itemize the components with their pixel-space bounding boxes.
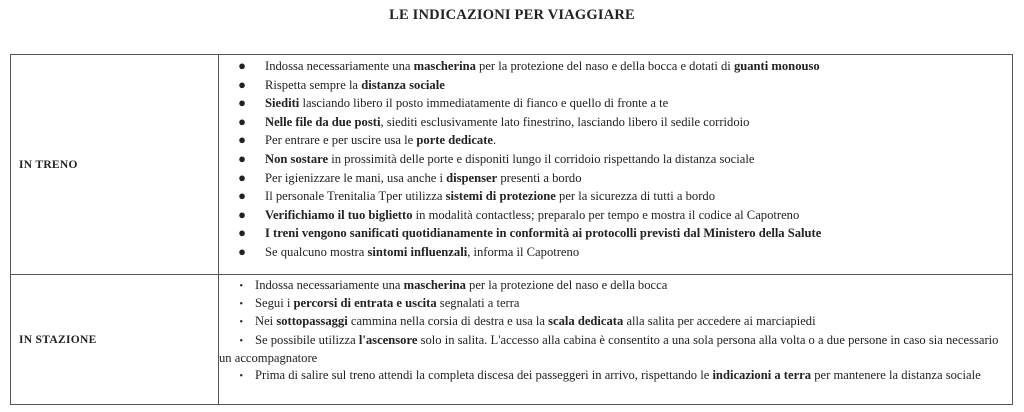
station-rules-list bbox=[219, 277, 1006, 385]
item-text: Indossa necessariamente una bbox=[255, 278, 404, 292]
list-item bbox=[219, 313, 1006, 331]
emphasis-text: indicazioni a terra bbox=[712, 368, 812, 383]
emphasis-text: scala dedicata bbox=[548, 314, 624, 329]
section-label-train: IN TRENO bbox=[11, 55, 219, 275]
bullet-icon: ● bbox=[238, 76, 246, 92]
bullet-icon: ● bbox=[238, 95, 246, 111]
bullet-icon: ● bbox=[238, 113, 246, 129]
bullet-icon: ● bbox=[238, 58, 246, 73]
emphasis-text: distanza sociale bbox=[361, 77, 445, 92]
bullet-icon: • bbox=[239, 317, 243, 329]
emphasis-text: percorsi di entrata e uscita bbox=[293, 296, 437, 311]
bullet-icon: • bbox=[239, 371, 243, 383]
bullet-icon: ● bbox=[238, 225, 246, 241]
emphasis-text: Non sostare bbox=[265, 151, 329, 166]
bullet-icon: ● bbox=[238, 188, 246, 204]
page-title: LE INDICAZIONI PER VIAGGIARE bbox=[389, 7, 635, 23]
item-text: in prossimità delle porte e disponiti lungo il corridoio rispettando la distanza sociale bbox=[328, 151, 755, 166]
item-text: presenti a bordo bbox=[497, 170, 582, 185]
section-content-train bbox=[219, 55, 1013, 275]
list-item bbox=[219, 295, 1006, 313]
item-text: segnalati a terra bbox=[436, 296, 520, 311]
item-text: . bbox=[493, 133, 497, 148]
emphasis-text: dispenser bbox=[446, 170, 498, 185]
item-text: per la sicurezza di tutti a bordo bbox=[555, 189, 715, 204]
section-label-station: IN STAZIONE bbox=[11, 275, 219, 405]
list-item bbox=[219, 277, 1006, 295]
item-text: Segui i bbox=[255, 296, 294, 311]
list-item bbox=[219, 57, 1006, 76]
travel-guidelines-table bbox=[10, 54, 1013, 405]
bullet-icon: ● bbox=[238, 150, 246, 166]
item-text: Prima di salire sul treno attendi la completa discesa dei passeggeri in arrivo, rispettando le bbox=[255, 368, 713, 383]
bullet-icon: ● bbox=[238, 206, 246, 222]
item-text: Per entrare e per uscire usa le bbox=[265, 133, 417, 148]
bullet-icon: • bbox=[239, 335, 243, 347]
bullet-icon: ● bbox=[238, 132, 246, 148]
table-row-train bbox=[11, 55, 1013, 275]
list-item bbox=[219, 367, 1006, 385]
item-text: , informa il Capotreno bbox=[467, 244, 580, 259]
emphasis-text: porte dedicate bbox=[416, 133, 493, 148]
item-text: Se qualcuno mostra bbox=[265, 244, 368, 259]
emphasis-text: l'ascensore bbox=[358, 332, 418, 347]
emphasis-text: sottopassaggi bbox=[276, 314, 348, 329]
item-text: Se possibile utilizza bbox=[255, 332, 359, 347]
list-item bbox=[219, 131, 1006, 150]
emphasis-text: I treni vengono sanificati quotidianamente in conformità ai protocolli previsti dal Ministero della Salute bbox=[265, 226, 822, 241]
item-text: in modalità contactless; preparalo per tempo e mostra il codice al Capotreno bbox=[412, 207, 800, 222]
list-item bbox=[219, 113, 1006, 132]
list-item bbox=[219, 169, 1006, 188]
item-text: Nei bbox=[255, 314, 277, 329]
item-text: lasciando libero il posto immediatamente di fianco e quello di fronte a te bbox=[299, 96, 669, 111]
emphasis-text: sistemi di protezione bbox=[445, 189, 556, 204]
emphasis-text: Verifichiamo il tuo biglietto bbox=[265, 207, 413, 222]
list-item bbox=[219, 206, 1006, 225]
emphasis-text: Nelle file da due posti bbox=[265, 114, 381, 129]
emphasis-text: guanti monouso bbox=[733, 59, 820, 73]
table-row-station bbox=[11, 275, 1013, 405]
section-content-station bbox=[219, 275, 1013, 405]
item-text: solo in salita. L'accesso alla cabina è consentito a una sola persona alla volta o a due persone in caso sia necessario un accompagnatore bbox=[219, 332, 999, 365]
emphasis-text: mascherina bbox=[403, 278, 466, 292]
item-text: per mantenere la distanza sociale bbox=[811, 368, 981, 383]
item-text: Rispetta sempre la bbox=[265, 77, 362, 92]
bullet-icon: ● bbox=[238, 243, 246, 259]
list-item bbox=[219, 76, 1006, 95]
item-text: cammina nella corsia di destra e usa la bbox=[347, 314, 549, 329]
bullet-icon: ● bbox=[238, 169, 246, 185]
emphasis-text: Siediti bbox=[265, 96, 300, 111]
bullet-icon: • bbox=[239, 281, 243, 292]
item-text: Per igienizzare le mani, usa anche i bbox=[265, 170, 447, 185]
list-item bbox=[219, 150, 1006, 169]
train-rules-list bbox=[219, 57, 1006, 262]
list-item bbox=[219, 94, 1006, 113]
emphasis-text: mascherina bbox=[413, 59, 476, 73]
list-item bbox=[219, 243, 1006, 262]
item-text: Il personale Trenitalia Tper utilizza bbox=[265, 189, 446, 204]
list-item bbox=[219, 224, 1006, 243]
item-text: Indossa necessariamente una bbox=[265, 59, 414, 73]
list-item bbox=[219, 187, 1006, 206]
item-text: , siediti esclusivamente lato finestrino, lasciando libero il sedile corridoio bbox=[380, 114, 750, 129]
item-text: alla salita per accedere ai marciapiedi bbox=[623, 314, 816, 329]
item-text: per la protezione del naso e della bocca bbox=[465, 278, 668, 292]
list-item bbox=[219, 332, 1006, 367]
bullet-icon: • bbox=[239, 299, 243, 311]
item-text: per la protezione del naso e della bocca e dotati di bbox=[475, 59, 734, 73]
emphasis-text: sintomi influenzali bbox=[367, 244, 468, 259]
